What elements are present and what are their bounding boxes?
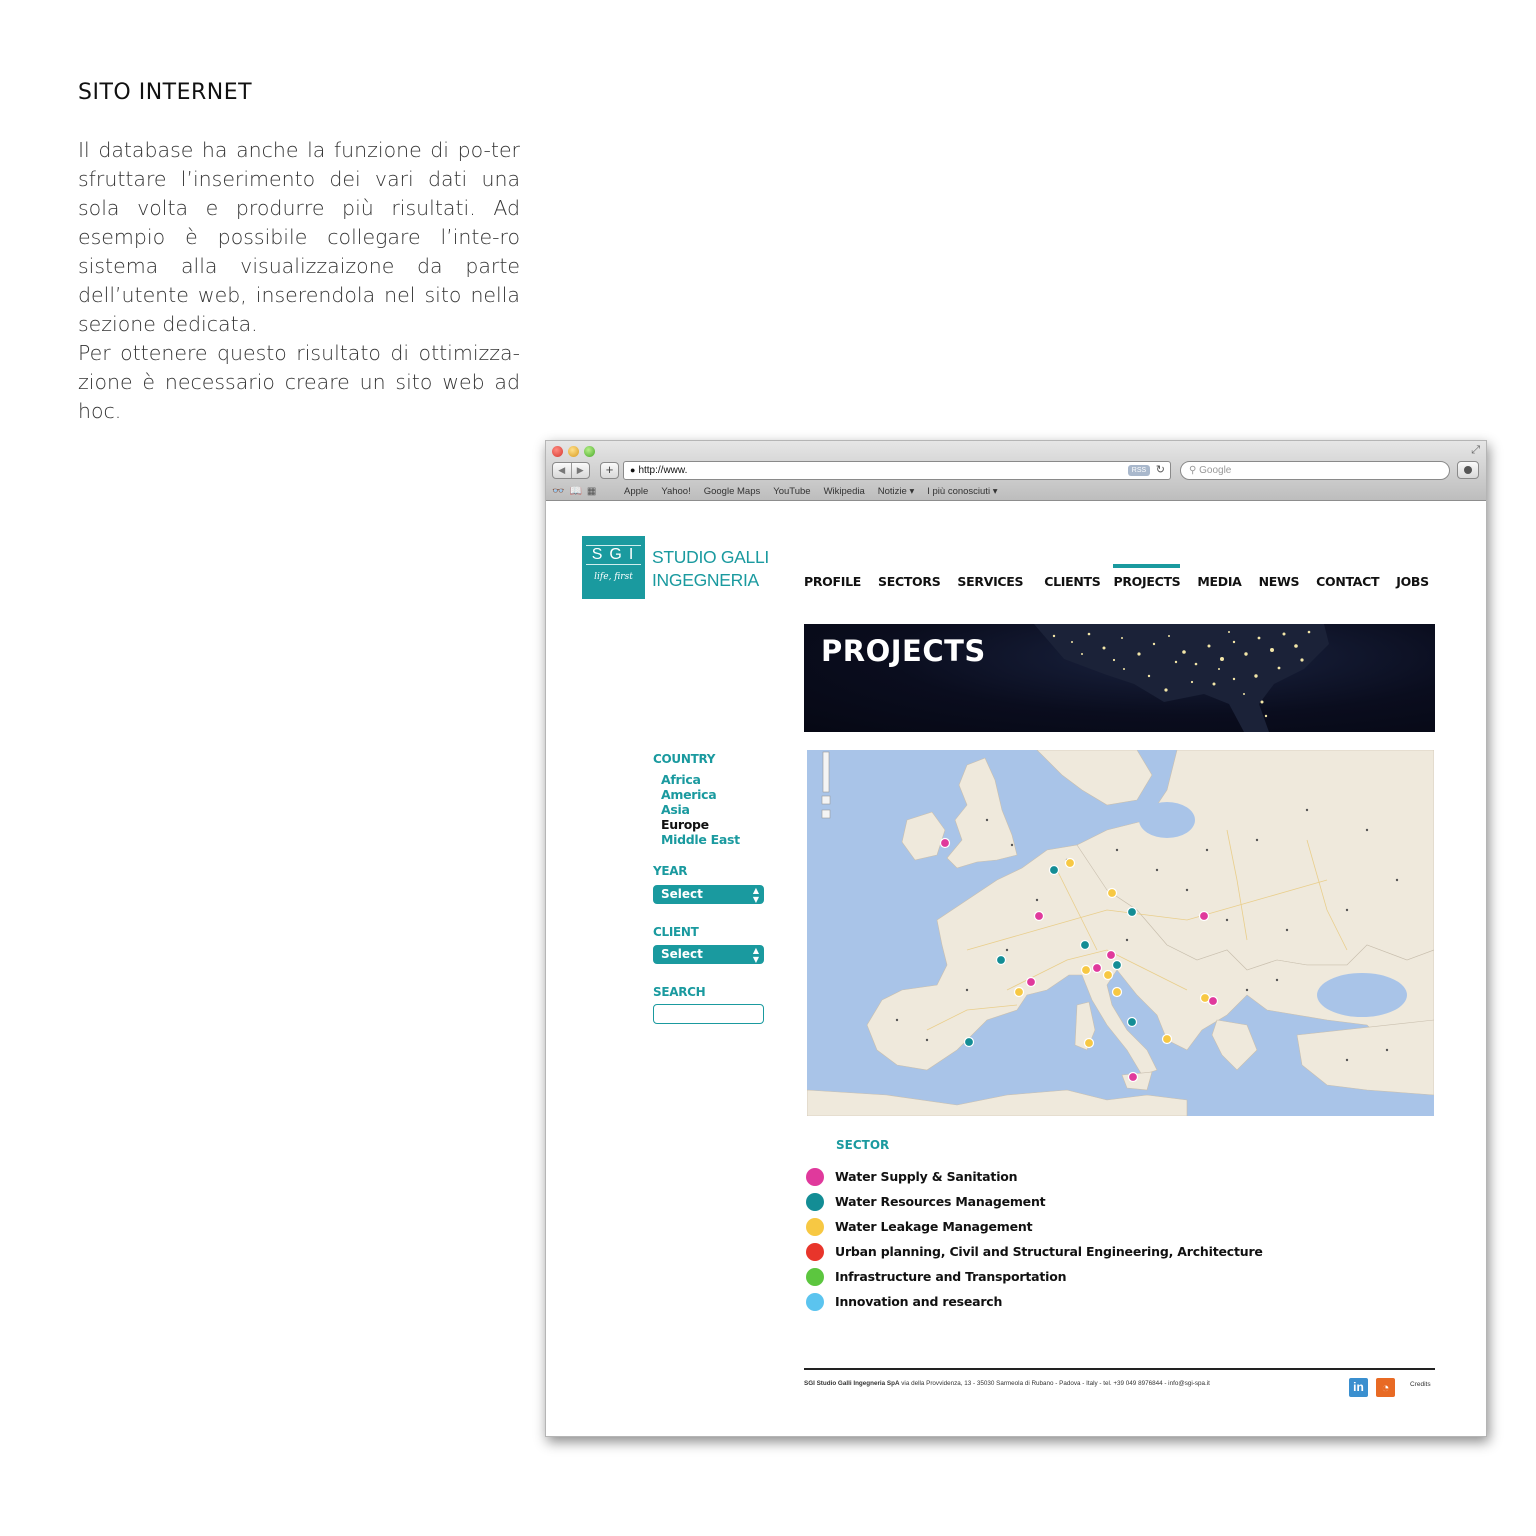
back-icon[interactable]: ◀ — [553, 463, 572, 478]
bookmark-item[interactable]: Notizie ▾ — [877, 485, 915, 497]
year-label: YEAR — [653, 864, 688, 878]
url-text: http://www. — [638, 465, 688, 476]
nav-media[interactable]: MEDIA — [1197, 574, 1242, 589]
country-label: COUNTRY — [653, 752, 716, 766]
document-paragraph: Per ottenere questo risultato di ottimizza-zione è necessario creare un sito web ad hoc. — [78, 341, 520, 423]
close-window-button[interactable] — [552, 446, 563, 457]
sector-water-resources[interactable] — [806, 1193, 1263, 1218]
rss-badge[interactable]: RSS — [1128, 465, 1150, 476]
search-placeholder: Google — [1199, 465, 1232, 476]
search-input[interactable] — [653, 1004, 764, 1024]
main-navigation — [804, 574, 1446, 589]
logo-tagline: life, first — [594, 572, 633, 582]
company-name-line: STUDIO GALLI — [652, 547, 769, 567]
sector-color-dot — [806, 1243, 824, 1261]
document-title: SITO INTERNET — [78, 80, 253, 105]
sector-water-supply[interactable] — [806, 1168, 1263, 1193]
nav-clients[interactable]: CLIENTS — [1044, 574, 1101, 589]
search-icon: ⚲ — [1189, 465, 1197, 476]
sector-name: Infrastructure and Transportation — [835, 1269, 1067, 1284]
sector-label: SECTOR — [836, 1138, 890, 1152]
sector-innovation[interactable] — [806, 1293, 1263, 1318]
projects-banner — [804, 624, 1435, 732]
footer-divider — [804, 1368, 1435, 1370]
map-zoom-control[interactable] — [822, 752, 830, 818]
footer-address-text: via della Provvidenza, 13 - 35030 Sarmeola di Rubano - Padova - Italy - tel. +39 049 8976844 - info@sgi-spa.it — [899, 1380, 1210, 1387]
bookmark-item[interactable]: Google Maps — [703, 485, 761, 497]
reading-list-icon[interactable]: 👓📖▦ — [552, 485, 602, 497]
reload-icon[interactable]: ↻ — [1155, 464, 1165, 476]
bookmark-item[interactable]: I più conosciuti ▾ — [927, 485, 998, 497]
sector-name: Water Supply & Sanitation — [835, 1169, 1018, 1184]
sector-name: Water Resources Management — [835, 1194, 1046, 1209]
bookmark-item[interactable]: Apple — [624, 485, 649, 497]
sector-color-dot — [806, 1193, 824, 1211]
linkedin-icon[interactable]: in — [1349, 1378, 1368, 1397]
sector-color-dot — [806, 1168, 824, 1186]
bookmarks-bar — [552, 484, 1010, 498]
sector-color-dot — [806, 1218, 824, 1236]
sector-color-dot — [806, 1293, 824, 1311]
footer-address — [804, 1380, 1210, 1387]
sector-name: Urban planning, Civil and Structural Engineering, Architecture — [835, 1244, 1263, 1259]
europe-map-image — [807, 750, 1434, 1116]
nav-news[interactable]: NEWS — [1258, 574, 1300, 589]
add-bookmark-button[interactable]: + — [600, 462, 619, 479]
search-field[interactable] — [1180, 461, 1450, 480]
country-europe[interactable]: Europe — [661, 817, 709, 832]
settings-button[interactable] — [1457, 461, 1479, 479]
rss-feed-icon[interactable]: ◔ — [1376, 1378, 1395, 1397]
document-paragraph: Il database ha anche la funzione di po-ter sfruttare l’inserimento dei vari dati una sola volta e produrre più risultati. Ad esempio è possibile collegare l’inte-ro sistema alla visualizzaizone da parte dell’utente web, inserendola nel sito nella sezione dedicata. — [78, 138, 520, 336]
sector-name: Water Leakage Management — [835, 1219, 1033, 1234]
browser-toolbar — [546, 441, 1486, 501]
nav-sectors[interactable]: SECTORS — [878, 574, 941, 589]
document-body — [78, 136, 520, 426]
company-name-line: INGEGNERIA — [652, 570, 759, 590]
footer-company: SGI Studio Galli Ingegneria SpA — [804, 1380, 900, 1387]
client-label: CLIENT — [653, 925, 699, 939]
credits-link[interactable]: Credits — [1410, 1381, 1431, 1388]
year-select[interactable] — [653, 885, 764, 904]
zoom-window-button[interactable] — [584, 446, 595, 457]
select-arrows-icon: ▲ ▼ — [752, 946, 759, 964]
company-name[interactable] — [652, 546, 769, 592]
country-middle-east[interactable]: Middle East — [661, 832, 740, 847]
sector-urban-planning[interactable] — [806, 1243, 1263, 1268]
sector-legend — [806, 1168, 1263, 1318]
nav-projects[interactable]: PROJECTS — [1113, 574, 1181, 589]
country-america[interactable]: America — [661, 787, 717, 802]
sector-infrastructure[interactable] — [806, 1268, 1263, 1293]
bookmark-item[interactable]: Wikipedia — [823, 485, 865, 497]
sgi-logo[interactable] — [582, 536, 645, 599]
logo-letters: SGI — [586, 545, 641, 565]
bookmark-item[interactable]: YouTube — [773, 485, 811, 497]
browser-window — [545, 440, 1487, 1437]
client-select[interactable] — [653, 945, 764, 964]
country-africa[interactable]: Africa — [661, 772, 701, 787]
nav-profile[interactable]: PROFILE — [804, 574, 862, 589]
select-arrows-icon: ▲ ▼ — [752, 886, 759, 904]
search-label: SEARCH — [653, 985, 706, 999]
country-asia[interactable]: Asia — [661, 802, 690, 817]
back-forward-buttons — [552, 462, 590, 479]
website-content — [546, 502, 1486, 1437]
minimize-window-button[interactable] — [568, 446, 579, 457]
client-select-value: Select — [661, 947, 703, 961]
site-favicon-icon: ● — [630, 465, 636, 475]
nav-jobs[interactable]: JOBS — [1396, 574, 1429, 589]
projects-map[interactable] — [807, 750, 1434, 1116]
address-bar[interactable] — [623, 461, 1171, 480]
nav-services[interactable]: SERVICES — [957, 574, 1024, 589]
sector-water-leakage[interactable] — [806, 1218, 1263, 1243]
year-select-value: Select — [661, 887, 703, 901]
sector-color-dot — [806, 1268, 824, 1286]
fullscreen-icon[interactable]: ⤢ — [1471, 443, 1480, 456]
nav-contact[interactable]: CONTACT — [1316, 574, 1380, 589]
sector-name: Innovation and research — [835, 1294, 1003, 1309]
banner-title: PROJECTS — [821, 634, 986, 668]
bookmark-item[interactable]: Yahoo! — [661, 485, 691, 497]
forward-icon[interactable]: ▶ — [576, 465, 584, 475]
